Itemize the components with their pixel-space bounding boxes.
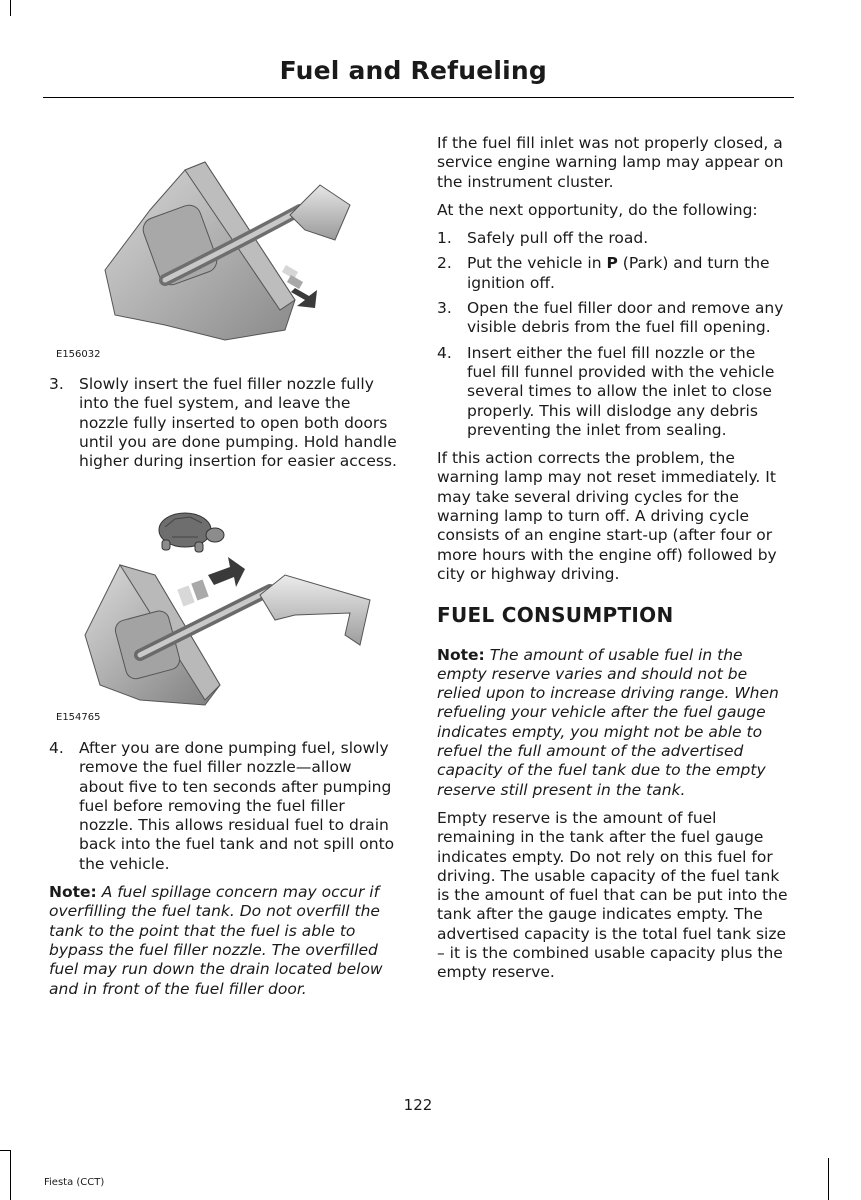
crop-mark-bottom-left-h	[0, 1150, 11, 1151]
slow-nozzle-removal-illustration	[80, 505, 380, 710]
list-item	[437, 344, 789, 440]
step-number: 1.	[437, 229, 452, 248]
paragraph: At the next opportunity, do the following:	[437, 200, 758, 219]
note-label: Note:	[437, 645, 485, 664]
turtle-icon	[159, 513, 224, 552]
list-item	[437, 254, 789, 293]
page-title: Fuel and Refueling	[279, 56, 547, 85]
right-steps	[437, 229, 789, 440]
header-rule	[43, 97, 794, 98]
note-text: The amount of usable fuel in the empty reserve varies and should not be relied upon to increase driving range. When refueling your vehicle after the fuel gauge indicates empty, you might not be able to refuel the full amount of the advertised capacity of the fuel tank due to the empty reserve still present in the tank.	[437, 645, 779, 799]
left-column-top	[49, 375, 401, 480]
left-column-bottom	[49, 739, 401, 1008]
step-number: 3.	[49, 375, 64, 393]
note-label: Note:	[49, 883, 97, 902]
note	[437, 646, 789, 800]
crop-mark-bottom-left	[10, 1150, 11, 1200]
note	[49, 883, 401, 999]
note-text: A fuel spillage concern may occur if overfilling the fuel tank. Do not overfill the tank to the point that the fuel is able to bypass the fuel filler nozzle. The overfilled fuel may run down the drain located below and in front of the fuel filler door.	[49, 883, 383, 998]
figure-id-2: E154765	[56, 712, 101, 723]
list-item	[49, 375, 401, 471]
page-number: 122	[403, 1096, 433, 1114]
figure-id-1: E156032	[56, 349, 101, 360]
left-steps-a	[49, 375, 401, 471]
step-number: 2.	[437, 254, 452, 273]
step-text-post: (Park) and turn the ignition off.	[467, 254, 770, 292]
step-text: Insert either the fuel fill nozzle or the fuel fill funnel provided with the vehicle several times to allow the inlet to close properly. This will dislodge any debris preventing the inlet from sealing.	[467, 343, 775, 439]
section-heading: FUEL CONSUMPTION	[437, 603, 674, 628]
left-steps-b	[49, 739, 401, 874]
paragraph: If the fuel fill inlet was not properly closed, a service engine warning lamp may appear on the instrument cluster.	[437, 134, 784, 191]
park-gear-letter: P	[606, 254, 618, 273]
footer-model: Fiesta (CCT)	[44, 1177, 105, 1188]
step-text: Safely pull off the road.	[467, 229, 649, 248]
paragraph: Empty reserve is the amount of fuel remaining in the tank after the fuel gauge indicates empty. Do not rely on this fuel for driving. The usable capacity of the fuel tank is the amount of fuel that can be put into the tank after the gauge indicates empty. The advertised capacity is the total fuel tank size – it is the combined usable capacity plus the empty reserve.	[437, 808, 788, 982]
step-text: Open the fuel filler door and remove any visible debris from the fuel fill opening.	[467, 299, 784, 337]
step-number: 4.	[49, 739, 64, 757]
fuel-nozzle-insertion-illustration	[95, 150, 365, 350]
step-text: Slowly insert the fuel filler nozzle fully into the fuel system, and leave the nozzle fully inserted to open both doors until you are done pumping. Hold handle higher during insertion for easier access.	[79, 375, 397, 471]
step-text-pre: Put the vehicle in	[467, 254, 607, 273]
paragraph: If this action corrects the problem, the warning lamp may not reset immediately. It may take several driving cycles for the warning lamp to turn off. A driving cycle consists of an engine start-up (after four or more hours with the engine off) followed by city or highway driving.	[437, 449, 777, 583]
direction-arrow	[177, 557, 245, 607]
crop-mark-bottom-right	[828, 1158, 829, 1200]
step-text: After you are done pumping fuel, slowly remove the fuel filler nozzle—allow about five to ten seconds after pumping fuel before removing the fuel filler nozzle. This allows residual fuel to drain back into the fuel tank and not spill onto the vehicle.	[79, 739, 395, 873]
right-column	[437, 134, 789, 992]
list-item	[49, 739, 401, 874]
list-item	[437, 299, 789, 338]
crop-mark-top-left	[10, 0, 11, 16]
step-number: 4.	[437, 343, 452, 362]
list-item	[437, 229, 789, 248]
step-number: 3.	[437, 299, 452, 318]
